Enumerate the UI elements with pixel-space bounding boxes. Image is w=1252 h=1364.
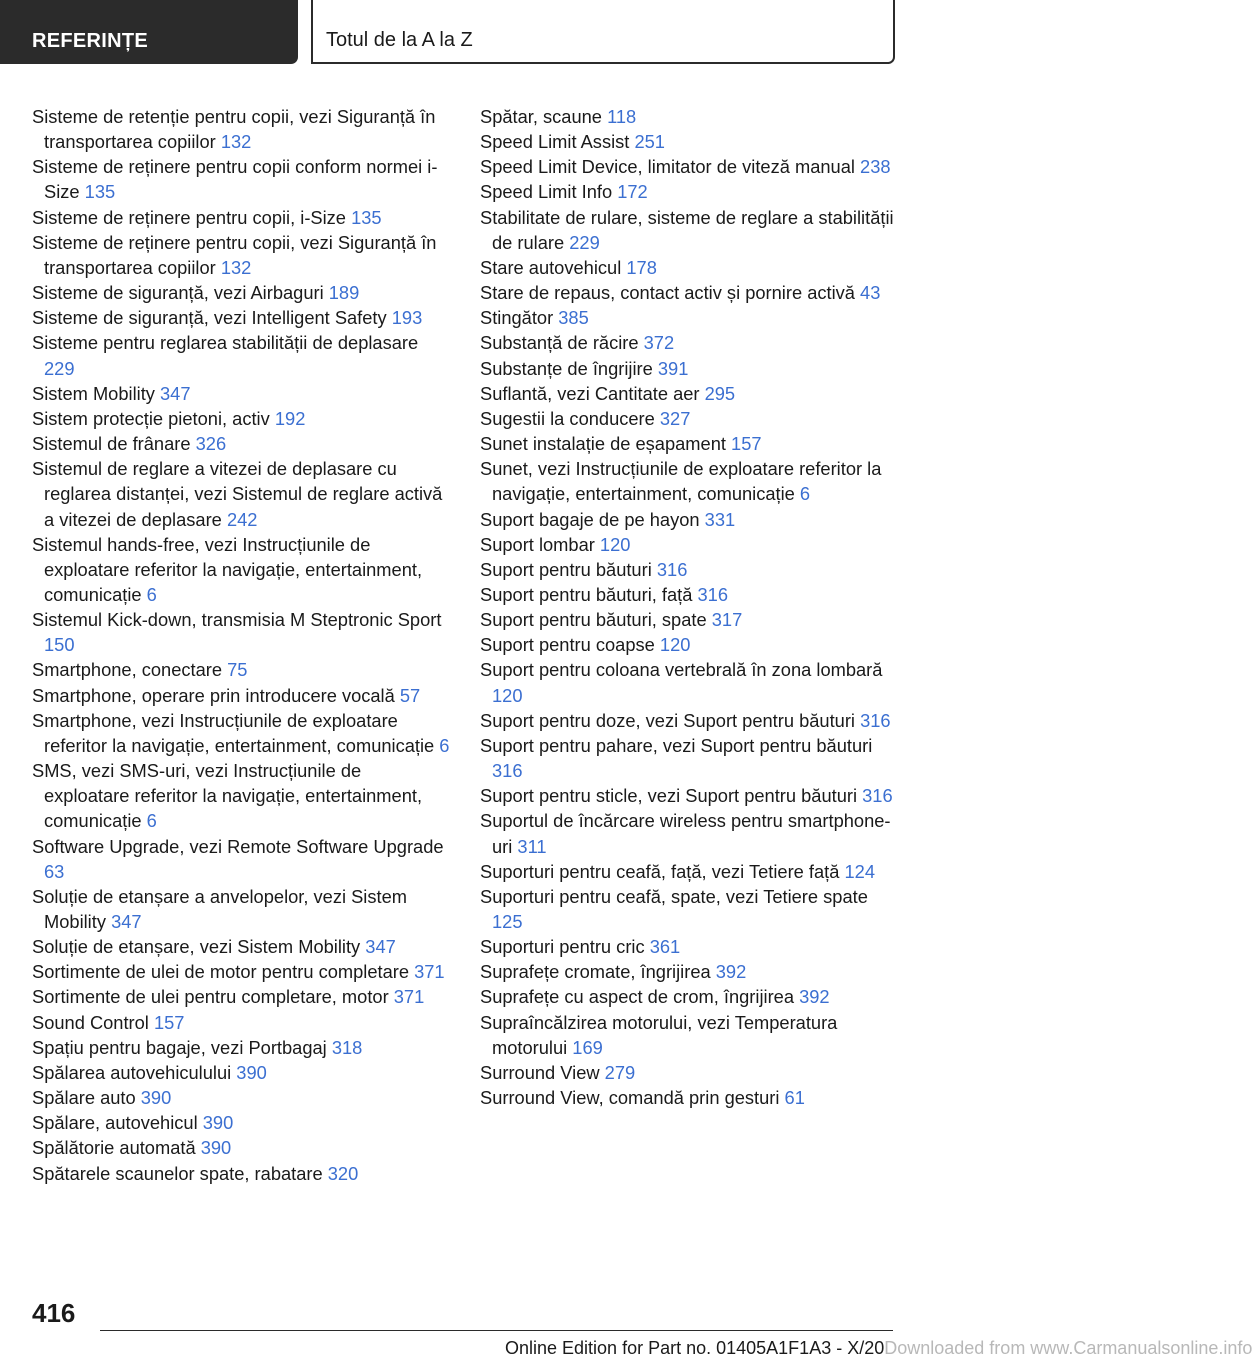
section-label: REFERINȚE xyxy=(32,30,149,52)
page-reference-link[interactable]: 390 xyxy=(200,1137,232,1159)
index-term: Sistem Mobility xyxy=(32,382,155,404)
index-term: Suport pentru pahare, vezi Suport pentru băuturi xyxy=(480,734,873,756)
page-reference-link[interactable]: 135 xyxy=(351,206,382,228)
page-reference-link[interactable]: 316 xyxy=(656,558,688,580)
page-reference-link[interactable]: 124 xyxy=(844,860,876,882)
index-term: Speed Limit Info xyxy=(480,181,613,203)
index-term: Spălare auto xyxy=(32,1087,136,1109)
index-entry xyxy=(480,657,898,707)
index-term: Surround View xyxy=(480,1061,600,1083)
index-entry xyxy=(32,1060,450,1085)
index-term: Speed Limit Device, limitator de viteză manual xyxy=(480,156,855,178)
index-term: Sisteme de reținere pentru copii conform normei i-Size xyxy=(32,156,438,203)
page-reference-link[interactable]: 390 xyxy=(140,1087,172,1109)
index-term: Suport pentru coapse xyxy=(480,634,655,656)
index-entry xyxy=(480,154,898,179)
page-reference-link[interactable]: 43 xyxy=(860,282,881,304)
page-reference-link[interactable]: 279 xyxy=(604,1061,636,1083)
index-entry xyxy=(480,884,898,934)
index-term: Sisteme de reținere pentru copii, i-Size xyxy=(32,206,346,228)
page-reference-link[interactable]: 316 xyxy=(862,785,893,807)
page-reference-link[interactable]: 6 xyxy=(799,483,811,505)
page-reference-link[interactable]: 385 xyxy=(558,307,589,329)
index-term: Spătarele scaunelor spate, rabatare xyxy=(32,1162,323,1184)
page-reference-link[interactable]: 135 xyxy=(84,181,116,203)
index-entry xyxy=(480,356,898,381)
index-term: Speed Limit Assist xyxy=(480,131,630,153)
index-term: Sisteme pentru reglarea stabilității de deplasare xyxy=(32,332,419,354)
page-reference-link[interactable]: 320 xyxy=(327,1162,359,1184)
index-term: Suport pentru băuturi, spate xyxy=(480,609,707,631)
index-term: Sisteme de siguranță, vezi Airbaguri xyxy=(32,282,324,304)
page-reference-link[interactable]: 132 xyxy=(220,256,252,278)
index-term: Spălătorie automată xyxy=(32,1137,196,1159)
page-reference-link[interactable]: 392 xyxy=(715,961,747,983)
index-entry xyxy=(32,708,450,758)
page-reference-link[interactable]: 192 xyxy=(274,407,306,429)
index-term: Smartphone, conectare xyxy=(32,659,223,681)
index-term: Sistemul hands-free, vezi Instrucțiunile de exploatare referitor la navigație, entertainment, comunicație xyxy=(32,533,423,605)
page-reference-link[interactable]: 347 xyxy=(365,936,396,958)
index-entry xyxy=(32,984,450,1009)
index-term: Surround View, comandă prin gesturi xyxy=(480,1087,780,1109)
page-reference-link[interactable]: 318 xyxy=(331,1036,363,1058)
page-reference-link[interactable]: 63 xyxy=(44,860,65,882)
page-reference-link[interactable]: 311 xyxy=(517,835,547,857)
index-entry xyxy=(32,1110,450,1135)
page-reference-link[interactable]: 125 xyxy=(492,911,523,932)
index-entry xyxy=(32,381,450,406)
edition-text: Online Edition for Part no. 01405A1F1A3 - X/20 xyxy=(505,1338,885,1358)
index-term: Smartphone, vezi Instrucțiunile de exploatare referitor la navigație, entertainment, comunicație xyxy=(32,709,435,756)
page-reference-link[interactable]: 347 xyxy=(111,911,142,932)
index-entry xyxy=(480,859,898,884)
page-reference-link[interactable]: 295 xyxy=(704,382,736,404)
index-entry xyxy=(480,104,898,129)
index-term: Soluție de etanșare, vezi Sistem Mobility xyxy=(32,936,361,958)
index-entry xyxy=(480,934,898,959)
page-reference-link[interactable]: 157 xyxy=(153,1011,185,1033)
page-reference-link[interactable]: 169 xyxy=(572,1036,603,1058)
footer-edition xyxy=(505,1338,1252,1364)
page-title: Totul de la A la Z xyxy=(326,29,473,51)
page-reference-link[interactable]: 242 xyxy=(226,508,258,530)
page-reference-link[interactable]: 326 xyxy=(195,433,227,455)
index-term: Spălarea autovehiculului xyxy=(32,1061,232,1083)
index-entry xyxy=(480,607,898,632)
index-term: Soluție de etanșare a anvelopelor, vezi Sistem Mobility xyxy=(32,885,407,932)
index-term: Suprafețe cromate, îngrijirea xyxy=(480,961,711,983)
index-entry xyxy=(480,330,898,355)
index-entry xyxy=(480,783,898,808)
page-reference-link[interactable]: 172 xyxy=(617,181,648,203)
index-term: Suport pentru doze, vezi Suport pentru băuturi xyxy=(480,709,855,731)
page-reference-link[interactable]: 317 xyxy=(711,609,743,631)
index-entry xyxy=(480,431,898,456)
page-reference-link[interactable]: 57 xyxy=(399,684,421,706)
index-term: Suport pentru coloana vertebrală în zona lombară xyxy=(480,659,883,681)
index-entry xyxy=(480,305,898,330)
index-entry xyxy=(480,507,898,532)
index-entry xyxy=(32,431,450,456)
index-term: Suportul de încărcare wireless pentru smartphone-uri xyxy=(480,810,891,857)
index-entry xyxy=(480,984,898,1009)
index-term: Sisteme de siguranță, vezi Intelligent Safety xyxy=(32,307,387,329)
index-entry xyxy=(32,280,450,305)
page-reference-link[interactable]: 327 xyxy=(659,407,691,429)
index-term: Stabilitate de rulare, sisteme de reglare a stabilității de rulare xyxy=(480,206,894,253)
index-entry xyxy=(32,406,450,431)
index-entry xyxy=(480,456,898,506)
page-reference-link[interactable]: 251 xyxy=(634,131,665,153)
page-reference-link[interactable]: 372 xyxy=(643,332,675,354)
index-entry xyxy=(480,280,898,305)
index-entry xyxy=(32,1085,450,1110)
index-entry xyxy=(32,683,450,708)
page-reference-link[interactable]: 316 xyxy=(697,583,729,605)
page-reference-link[interactable]: 229 xyxy=(44,357,75,379)
index-entry xyxy=(480,959,898,984)
index-term: SMS, vezi SMS-uri, vezi Instrucțiunile de exploatare referitor la navigație, entertainment, comunicație xyxy=(32,760,423,832)
index-term: Sistemul de reglare a vitezei de deplasare cu reglarea distanței, vezi Sistemul de reglare activă a vitezei de deplasare xyxy=(32,458,443,530)
index-term: Substanțe de îngrijire xyxy=(480,357,653,379)
index-entry xyxy=(480,733,898,783)
page-reference-link[interactable]: 347 xyxy=(160,382,191,404)
page-reference-link[interactable]: 150 xyxy=(44,634,75,656)
page-reference-link[interactable]: 316 xyxy=(860,709,891,731)
index-term: Sisteme de retenție pentru copii, vezi Siguranță în transportarea copiilor xyxy=(32,106,436,153)
header-title-box xyxy=(311,0,895,64)
index-term: Sunet instalație de eșapament xyxy=(480,433,726,455)
index-term: Sugestii la conducere xyxy=(480,407,655,429)
page-reference-link[interactable]: 392 xyxy=(799,986,830,1008)
index-entry xyxy=(480,557,898,582)
section-tab xyxy=(0,0,298,64)
page-reference-link[interactable]: 331 xyxy=(704,508,736,530)
index-entry xyxy=(32,959,450,984)
index-term: Suport pentru sticle, vezi Suport pentru băuturi xyxy=(480,785,858,807)
index-entry xyxy=(480,632,898,657)
index-term: Suporturi pentru ceafă, față, vezi Tetiere față xyxy=(480,860,840,882)
index-entry xyxy=(32,607,450,657)
page-reference-link[interactable]: 118 xyxy=(607,106,637,127)
index-entry xyxy=(32,1161,450,1186)
index-term: Sistem protecție pietoni, activ xyxy=(32,407,270,429)
index-entry xyxy=(32,305,450,330)
index-entry xyxy=(32,230,450,280)
index-entry xyxy=(32,532,450,607)
index-entry xyxy=(480,381,898,406)
index-entry xyxy=(480,255,898,280)
index-entry xyxy=(480,1010,898,1060)
page-reference-link[interactable]: 371 xyxy=(414,961,445,983)
index-term: Suprafețe cu aspect de crom, îngrijirea xyxy=(480,986,794,1008)
index-term: Smartphone, operare prin introducere vocală xyxy=(32,684,395,706)
page-number: 416 xyxy=(32,1298,76,1328)
page-reference-link[interactable]: 238 xyxy=(860,156,891,178)
index-entry xyxy=(32,934,450,959)
index-term: Software Upgrade, vezi Remote Software Upgrade xyxy=(32,835,444,857)
index-entry xyxy=(480,808,898,858)
footer-divider xyxy=(100,1330,893,1331)
page-reference-link[interactable]: 75 xyxy=(227,659,248,681)
index-term: Sound Control xyxy=(32,1011,149,1033)
watermark-text: Downloaded from www.Carmanualsonline.info xyxy=(884,1338,1252,1358)
index-entry xyxy=(32,1035,450,1060)
index-entry xyxy=(480,708,898,733)
index-term: Suport bagaje de pe hayon xyxy=(480,508,700,530)
index-term: Suport pentru băuturi xyxy=(480,558,652,580)
index-term: Suporturi pentru cric xyxy=(480,936,645,958)
index-term: Spațiu pentru bagaje, vezi Portbagaj xyxy=(32,1036,327,1058)
index-entry xyxy=(32,154,450,204)
page-reference-link[interactable]: 189 xyxy=(328,282,360,304)
index-term: Sunet, vezi Instrucțiunile de exploatare referitor la navigație, entertainment, comunicație xyxy=(480,458,882,505)
index-term: Sisteme de reținere pentru copii, vezi Siguranță în transportarea copiilor xyxy=(32,231,437,278)
page-reference-link[interactable]: 120 xyxy=(659,634,691,656)
index-entry xyxy=(32,104,450,154)
index-term: Suport lombar xyxy=(480,533,595,555)
page-reference-link[interactable]: 157 xyxy=(731,433,762,455)
index-term: Suport pentru băuturi, față xyxy=(480,583,693,605)
page-reference-link[interactable]: 6 xyxy=(146,810,157,832)
page-reference-link[interactable]: 391 xyxy=(657,357,689,379)
index-term: Sortimente de ulei de motor pentru completare xyxy=(32,961,409,983)
index-entry xyxy=(480,1060,898,1085)
index-term: Suflantă, vezi Cantitate aer xyxy=(480,382,700,404)
index-entry xyxy=(32,205,450,230)
page-reference-link[interactable]: 361 xyxy=(649,936,681,958)
index-term: Suporturi pentru ceafă, spate, vezi Tetiere spate xyxy=(480,885,868,907)
page-reference-link[interactable]: 6 xyxy=(439,734,450,756)
index-term: Substanță de răcire xyxy=(480,332,639,354)
index-entry xyxy=(32,834,450,884)
index-term: Stare de repaus, contact activ și pornire activă xyxy=(480,282,855,304)
index-entry xyxy=(480,129,898,154)
index-entry xyxy=(480,179,898,204)
index-entry xyxy=(32,758,450,833)
page-reference-link[interactable]: 6 xyxy=(146,583,157,605)
page-reference-link[interactable]: 316 xyxy=(492,760,523,782)
page-reference-link[interactable]: 229 xyxy=(569,231,600,253)
index-entry xyxy=(480,1085,898,1110)
page-reference-link[interactable]: 120 xyxy=(599,533,631,555)
page-reference-link[interactable]: 120 xyxy=(492,684,523,706)
index-entry xyxy=(480,582,898,607)
index-entry xyxy=(32,330,450,380)
index-entry xyxy=(480,532,898,557)
index-term: Sistemul de frânare xyxy=(32,433,191,455)
index-entry xyxy=(32,1010,450,1035)
index-entry xyxy=(32,456,450,531)
index-term: Sistemul Kick-down, transmisia M Steptronic Sport xyxy=(32,609,442,631)
index-term: Stingător xyxy=(480,307,554,329)
page-reference-link[interactable]: 178 xyxy=(626,256,657,278)
index-entry xyxy=(480,205,898,255)
page-reference-link[interactable]: 390 xyxy=(202,1112,234,1134)
index-entry xyxy=(480,406,898,431)
page-reference-link[interactable]: 193 xyxy=(391,307,423,329)
index-term: Stare autovehicul xyxy=(480,256,622,278)
page-reference-link[interactable]: 61 xyxy=(784,1087,805,1109)
index-term: Sortimente de ulei pentru completare, motor xyxy=(32,986,389,1008)
index-column-right xyxy=(480,104,898,1110)
index-entry xyxy=(32,884,450,934)
page-reference-link[interactable]: 371 xyxy=(393,986,425,1008)
page-reference-link[interactable]: 390 xyxy=(236,1061,267,1083)
index-entry xyxy=(32,657,450,682)
index-column-left xyxy=(32,104,450,1186)
page-reference-link[interactable]: 132 xyxy=(220,131,252,153)
index-entry xyxy=(32,1135,450,1160)
index-term: Spălare, autovehicul xyxy=(32,1112,198,1134)
index-term: Supraîncălzirea motorului, vezi Temperatura motorului xyxy=(480,1011,838,1058)
index-term: Spătar, scaune xyxy=(480,106,602,127)
